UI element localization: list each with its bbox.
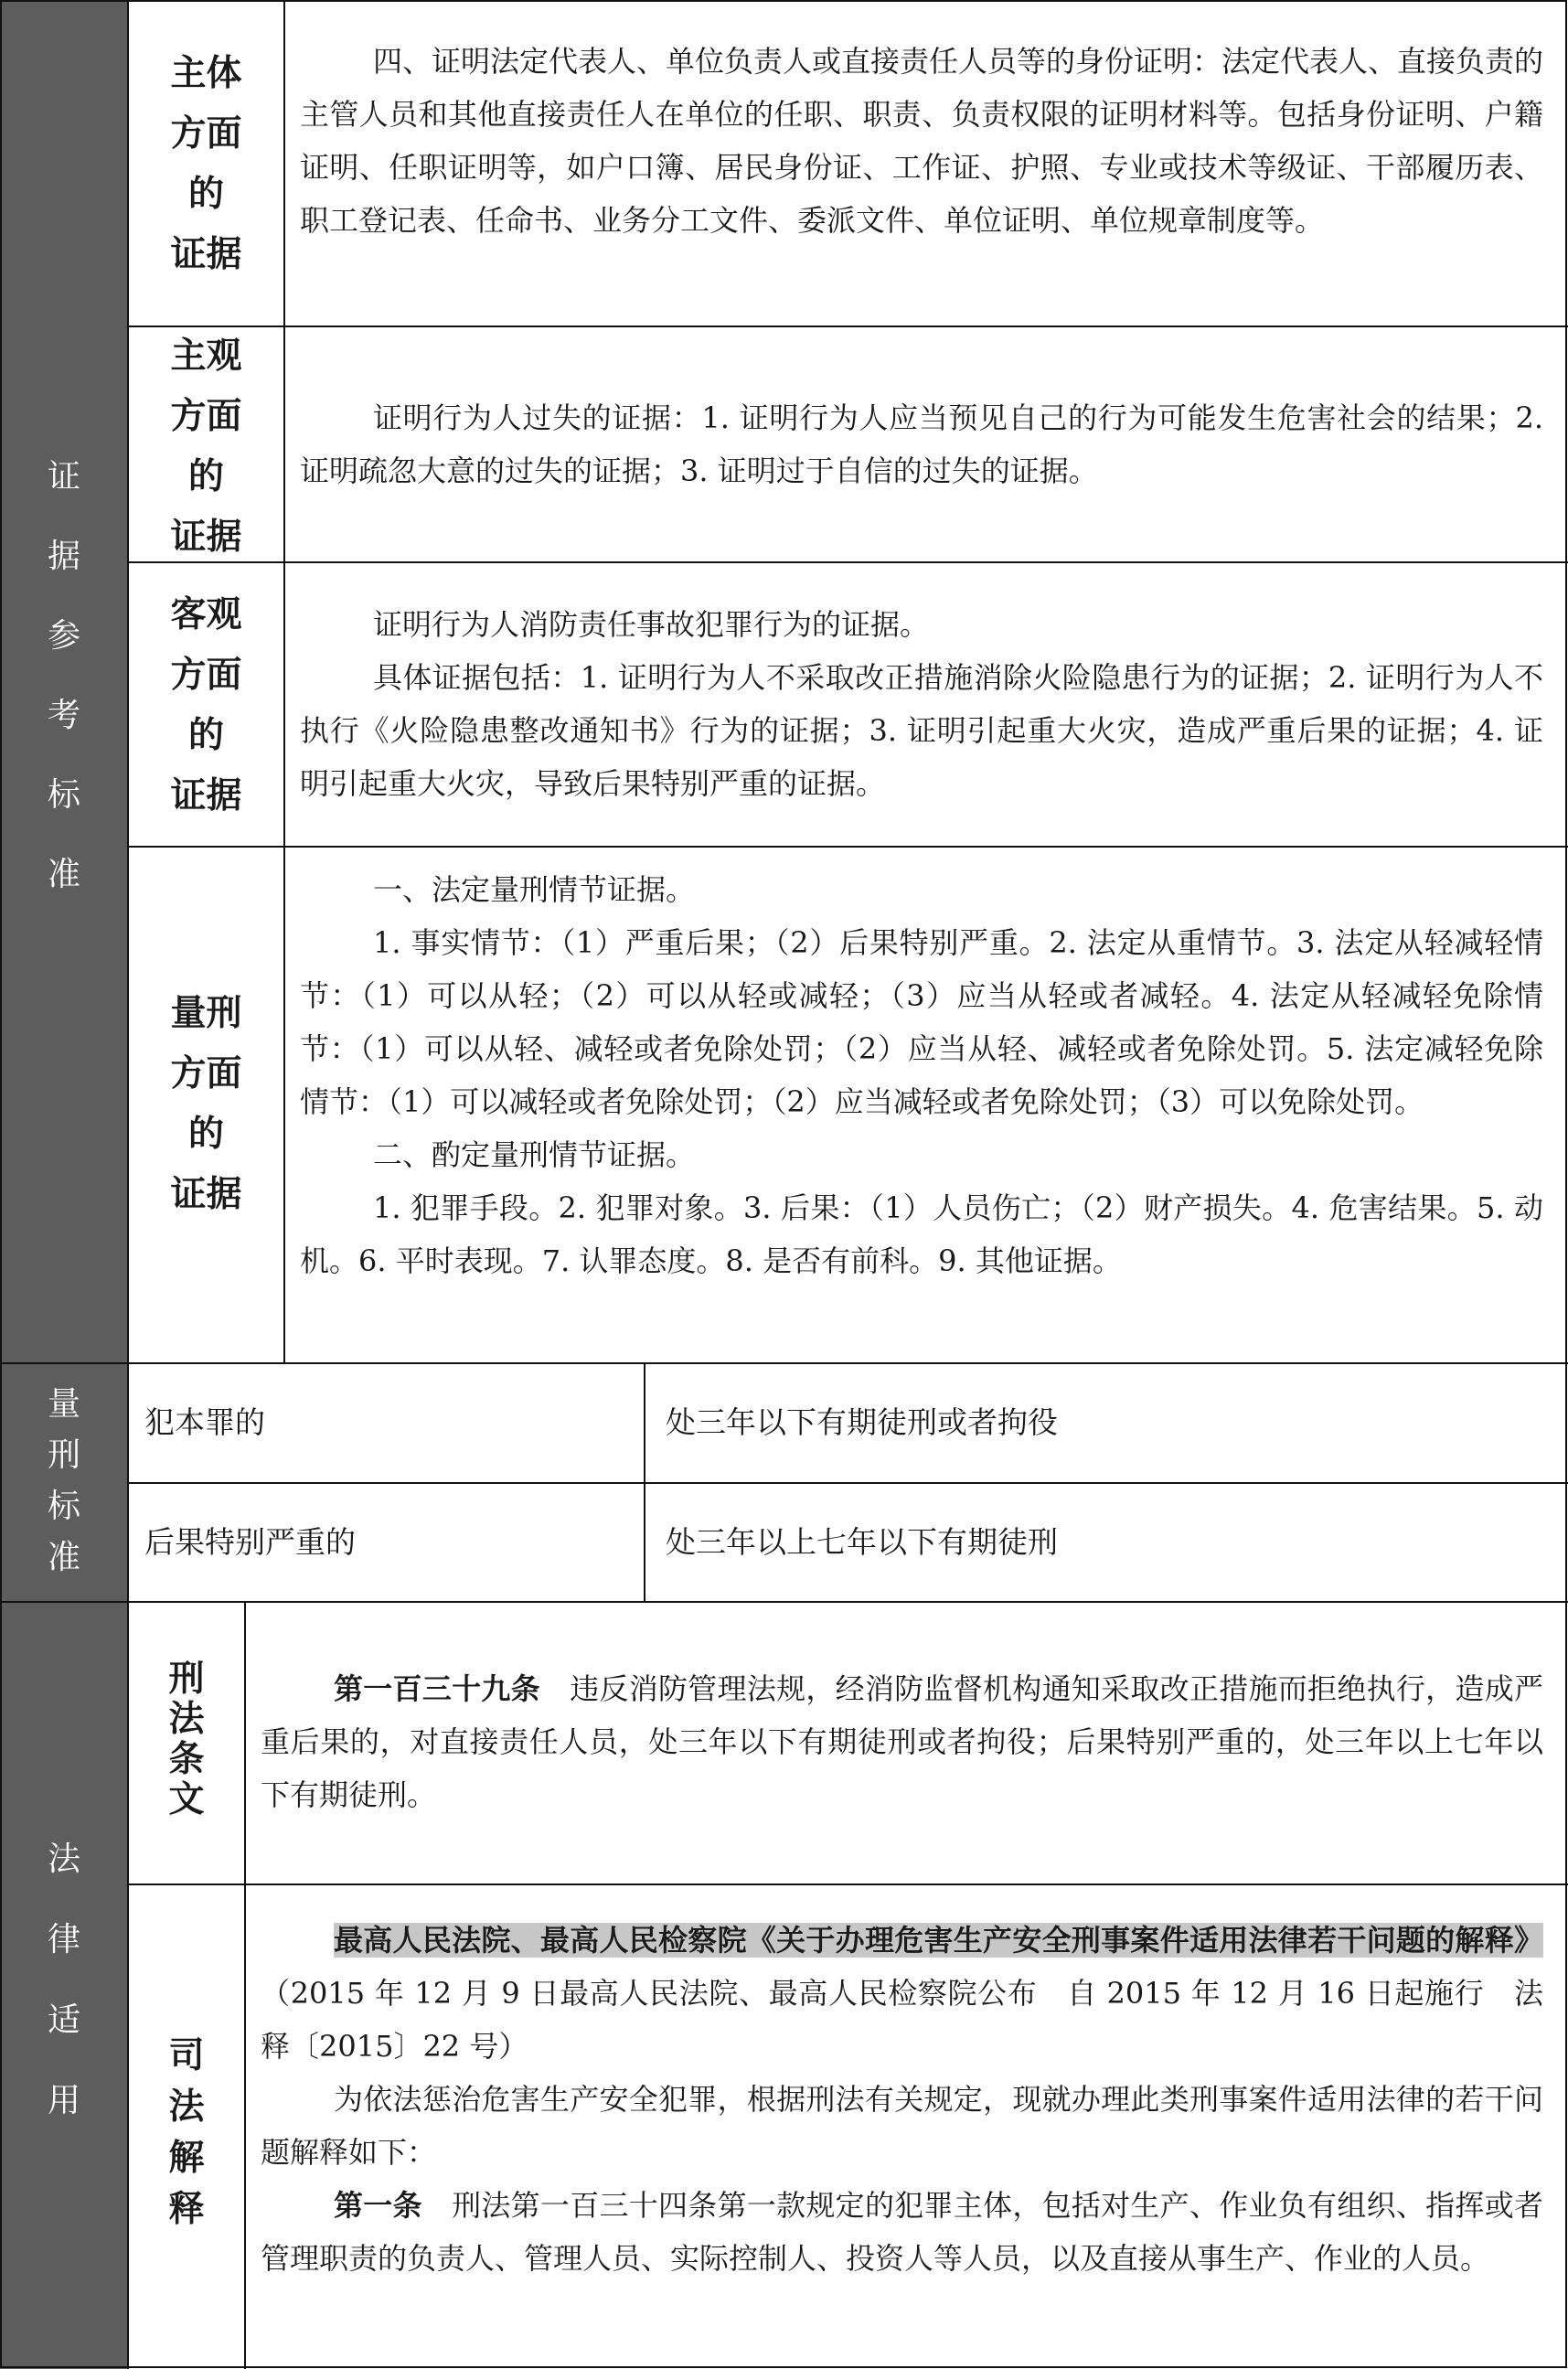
label-line: 文 [168,1779,205,1820]
objective-evidence-label [128,585,284,827]
label-line: 主体 [170,53,242,94]
subject-evidence-text [300,35,1543,247]
paragraph [261,2179,1543,2285]
label-line: 的 [187,456,224,497]
sentencing-evidence-text [300,863,1543,1287]
paragraph: 具体证据包括：1. 证明行为人不采取改正措施消除火险隐患行为的证据；2. 证明行为人不执行《火险隐患整改通知书》行为的证据；3. 证明引起重大火灾，造成严重后果的证据；4. 证明引起重大火灾，导致后果特别严重的证据。 [300,660,1543,801]
article-text: 刑法第一百三十四条第一款规定的犯罪主体，包括对生产、作业负有组织、指挥或者管理职责的负责人、管理人员、实际控制人、投资人等人员，以及直接从事生产、作业的人员。 [261,2188,1543,2276]
subjective-evidence-text [300,391,1543,497]
evidence-side-char: 准 [47,856,80,893]
law-side-char: 法 [47,1841,80,1878]
label-line: 法 [168,1699,205,1740]
label-line: 主观 [170,336,242,377]
evidence-side-char: 证 [47,458,80,496]
judicial-interpretation-label [128,2031,245,2236]
evidence-side-char: 据 [47,538,80,575]
penalty-value-cell: 处三年以上七年以下有期徒刑 [666,1524,1058,1560]
penalty-case-cell: 后果特别严重的 [144,1524,356,1560]
label-line: 证据 [170,517,242,558]
article-number: 第一条 [334,2188,422,2223]
penalty-value-cell: 处三年以下有期徒刑或者拘役 [666,1404,1058,1440]
paragraph [261,1914,1543,2073]
criminal-law-label [128,1659,245,1820]
evidence-side-label [0,437,128,914]
law-side-char: 适 [47,2001,80,2039]
penalty-side-char: 量 [47,1385,80,1423]
interpretation-title: 最高人民法院、最高人民检察院《关于办理危害生产安全刑事案件适用法律若干问题的解释》 [334,1923,1543,1958]
label-line: 条 [168,1739,205,1780]
label-line: 的 [187,715,224,756]
paragraph: 证明行为人消防责任事故犯罪行为的证据。 [373,607,930,642]
evidence-side-char: 标 [47,776,80,814]
label-line: 客观 [170,594,242,635]
label-line: 量刑 [170,993,242,1034]
sentencing-evidence-label [128,984,284,1225]
label-line: 证据 [170,775,242,816]
paragraph: 1. 事实情节：（1）严重后果；（2）后果特别严重。2. 法定从重情节。3. 法定从轻减轻情节：（1）可以从轻；（2）可以从轻或减轻；（3）应当从轻或者减轻。4. 法定从轻减轻免除情节：（1）可以从轻、减轻或者免除处罚；（2）应当从轻、减轻或者免除处罚。5. 法定减轻免除情节：（1）可以减轻或者免除处罚；（2）应当减轻或者免除处罚；（3）可以免除处罚。 [300,925,1543,1119]
subject-evidence-label [128,44,284,285]
evidence-side-char: 参 [47,617,80,655]
paragraph: 为依法惩治危害生产安全犯罪，根据刑法有关规定，现就办理此类刑事案件适用法律的若干问题解释如下： [261,2082,1543,2170]
label-line: 方面 [170,113,242,155]
penalty-side-char: 准 [47,1539,80,1576]
penalty-case-cell: 犯本罪的 [144,1404,265,1440]
penalty-side-char: 标 [47,1488,80,1525]
criminal-law-text [261,1662,1543,1821]
label-line: 的 [187,1114,224,1155]
evidence-side-char: 考 [47,697,80,734]
law-side-label [0,1819,128,2141]
paragraph: 证明行为人过失的证据：1. 证明行为人应当预见自己的行为可能发生危害社会的结果；2. 证明疏忽大意的过失的证据；3. 证明过于自信的过失的证据。 [300,400,1543,488]
label-line: 证据 [170,1174,242,1215]
paragraph: 1. 犯罪手段。2. 犯罪对象。3. 后果：（1）人员伤亡；（2）财产损失。4. 危害结果。5. 动机。6. 平时表现。7. 认罪态度。8. 是否有前科。9. 其他证据。 [300,1190,1543,1278]
label-line: 解 [168,2138,205,2179]
label-line: 释 [168,2189,205,2230]
label-line: 方面 [170,655,242,696]
label-line: 的 [187,174,224,215]
interpretation-meta: （2015 年 12 月 9 日最高人民法院、最高人民检察院公布 自 2015 年 12 月 16 日起施行 法释〔2015〕22 号） [261,1976,1543,2064]
article-number: 第一百三十九条 [334,1671,540,1706]
article-text: 违反消防管理法规，经消防监督机构通知采取改正措施而拒绝执行，造成严重后果的，对直接责任人员，处三年以下有期徒刑或者拘役；后果特别严重的，处三年以上七年以下有期徒刑。 [261,1671,1543,1812]
label-line: 刑 [168,1659,205,1700]
law-side-char: 律 [47,1921,80,1958]
subjective-evidence-label [128,326,284,568]
paragraph [261,1662,1543,1821]
penalty-side-char: 刑 [47,1436,80,1474]
label-line: 方面 [170,396,242,437]
paragraph: 一、法定量刑情节证据。 [373,872,696,907]
judicial-interpretation-text [261,1914,1543,2285]
objective-evidence-text [300,598,1543,810]
label-line: 证据 [170,234,242,275]
label-line: 方面 [170,1053,242,1094]
paragraph: 四、证明法定代表人、单位负责人或直接责任人员等的身份证明：法定代表人、直接负责的主管人员和其他直接责任人在单位的任职、职责、负责权限的证明材料等。包括身份证明、户籍证明、任职证明等，如户口簿、居民身份证、工作证、护照、专业或技术等级证、干部履历表、职工登记表、任命书、业务分工文件、委派文件、单位证明、单位规章制度等。 [300,44,1544,238]
paragraph: 二、酌定量刑情节证据。 [373,1137,696,1172]
penalty-side-label [0,1379,128,1584]
label-line: 法 [168,2086,205,2128]
law-side-char: 用 [47,2082,80,2119]
label-line: 司 [168,2035,205,2076]
